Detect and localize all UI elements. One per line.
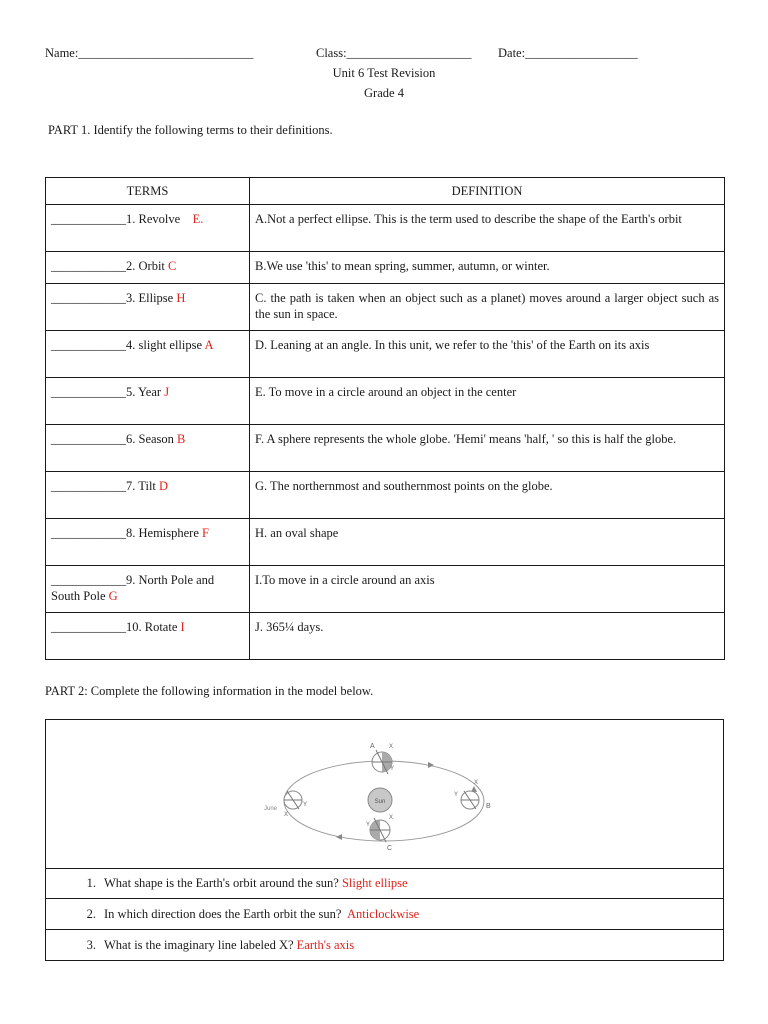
part2-instruction: PART 2: Complete the following information in the model below. <box>45 684 374 698</box>
question-text: In which direction does the Earth orbit the sun? <box>104 907 342 921</box>
earth-position-june <box>284 791 302 809</box>
table-row <box>46 284 725 331</box>
label-june: June <box>264 806 278 812</box>
part1-instruction: PART 1. Identify the following terms to their definitions. <box>48 123 333 137</box>
definition-cell: J. 365¼ days. <box>250 613 725 660</box>
question-answer[interactable]: Earth's axis <box>296 938 355 952</box>
table-row <box>46 613 725 660</box>
question-text: What shape is the Earth's orbit around the sun? <box>104 876 339 890</box>
term-label: 5. Year <box>126 385 162 399</box>
grade-label: Grade 4 <box>364 86 404 100</box>
table-row <box>46 331 725 378</box>
answer-letter: G <box>108 589 118 603</box>
sun-label: Sun <box>374 799 386 805</box>
table-header-row <box>46 178 725 205</box>
question-row <box>46 869 723 899</box>
definition-cell: H. an oval shape <box>250 519 725 566</box>
question-text: What is the imaginary line labeled X? <box>104 938 294 952</box>
question-number: 2. <box>86 907 96 921</box>
answer-blank[interactable]: ____________ <box>51 291 126 305</box>
definition-cell: C. the path is taken when an object such as a planet) moves around a larger object such as the sun in space. <box>250 284 725 331</box>
term-label: 4. slight ellipse <box>126 338 203 352</box>
table-row <box>46 519 725 566</box>
axis-x-label: X <box>389 744 394 750</box>
answer-blank[interactable]: ____________ <box>51 338 126 352</box>
terms-table <box>45 177 725 660</box>
term-label: 10. Rotate <box>126 620 178 634</box>
question-answer[interactable]: Slight ellipse <box>341 876 408 890</box>
earth-position-c <box>370 818 390 842</box>
question-row <box>46 931 723 960</box>
date-field[interactable]: Date:__________________ <box>498 46 638 60</box>
question-row <box>46 900 723 930</box>
table-row <box>46 425 725 472</box>
document-title: Unit 6 Test Revision <box>332 66 436 80</box>
axis-y-label: Y <box>366 822 371 828</box>
orbit-direction-arrow <box>428 762 434 768</box>
axis-x-label: X <box>474 780 479 786</box>
answer-letter: F <box>202 526 209 540</box>
table-row <box>46 566 725 613</box>
table-row <box>46 252 725 284</box>
answer-letter: H <box>176 291 186 305</box>
definition-cell: F. A sphere represents the whole globe. 'Hemi' means 'half, ' so this is half the globe. <box>250 425 725 472</box>
terms-header: TERMS <box>46 178 250 205</box>
term-label: 2. Orbit <box>126 259 165 273</box>
answer-blank[interactable]: ____________ <box>51 432 126 446</box>
table-row <box>46 205 725 252</box>
axis-y-label: Y <box>390 766 395 772</box>
question-number: 3. <box>86 938 96 952</box>
definition-cell: G. The northernmost and southernmost points on the globe. <box>250 472 725 519</box>
orbit-diagram-svg <box>46 720 723 868</box>
label-b: B <box>486 803 491 810</box>
axis-x-label: X <box>284 812 289 818</box>
name-field[interactable]: Name:____________________________ <box>45 46 254 60</box>
answer-blank[interactable]: ____________ <box>51 259 126 273</box>
term-label: 3. Ellipse <box>126 291 174 305</box>
label-a: A <box>370 743 375 750</box>
answer-letter: I <box>180 620 185 634</box>
answer-letter: E. <box>192 212 204 226</box>
answer-letter: B <box>177 432 186 446</box>
term-label: 8. Hemisphere <box>126 526 199 540</box>
answer-letter: A <box>204 338 214 352</box>
question-number: 1. <box>86 876 96 890</box>
definition-cell: I.To move in a circle around an axis <box>250 566 725 613</box>
term-label: 9. North Pole and South Pole <box>51 573 215 603</box>
student-info-line <box>45 46 725 64</box>
table-row <box>46 472 725 519</box>
answer-letter: J <box>164 385 170 399</box>
orbit-diagram <box>46 720 723 869</box>
orbit-direction-arrow <box>336 834 342 840</box>
definition-cell: E. To move in a circle around an object in the center <box>250 378 725 425</box>
answer-blank[interactable]: ____________ <box>51 573 126 587</box>
label-c: C <box>387 845 393 852</box>
answer-blank[interactable]: ____________ <box>51 212 126 226</box>
axis-x-label: X <box>389 815 394 821</box>
answer-blank[interactable]: ____________ <box>51 385 126 399</box>
definition-cell: B.We use 'this' to mean spring, summer, autumn, or winter. <box>250 252 725 284</box>
answer-blank[interactable]: ____________ <box>51 620 126 634</box>
axis-y-label: Y <box>303 802 308 808</box>
definition-cell: A.Not a perfect ellipse. This is the term used to describe the shape of the Earth's orbit <box>250 205 725 252</box>
term-label: 7. Tilt <box>126 479 156 493</box>
answer-blank[interactable]: ____________ <box>51 526 126 540</box>
definition-cell: D. Leaning at an angle. In this unit, we refer to the 'this' of the Earth on its axis <box>250 331 725 378</box>
earth-position-a <box>372 750 395 774</box>
answer-letter: D <box>159 479 169 493</box>
definition-header: DEFINITION <box>250 178 725 205</box>
earth-position-b <box>461 791 479 809</box>
answer-blank[interactable]: ____________ <box>51 479 126 493</box>
answer-letter: C <box>168 259 177 273</box>
term-label: 1. Revolve <box>126 212 181 226</box>
model-box <box>45 719 724 961</box>
axis-y-label: Y <box>454 792 459 798</box>
question-answer[interactable]: Anticlockwise <box>347 907 420 921</box>
term-label: 6. Season <box>126 432 174 446</box>
class-field[interactable]: Class:____________________ <box>316 46 472 60</box>
table-row <box>46 378 725 425</box>
